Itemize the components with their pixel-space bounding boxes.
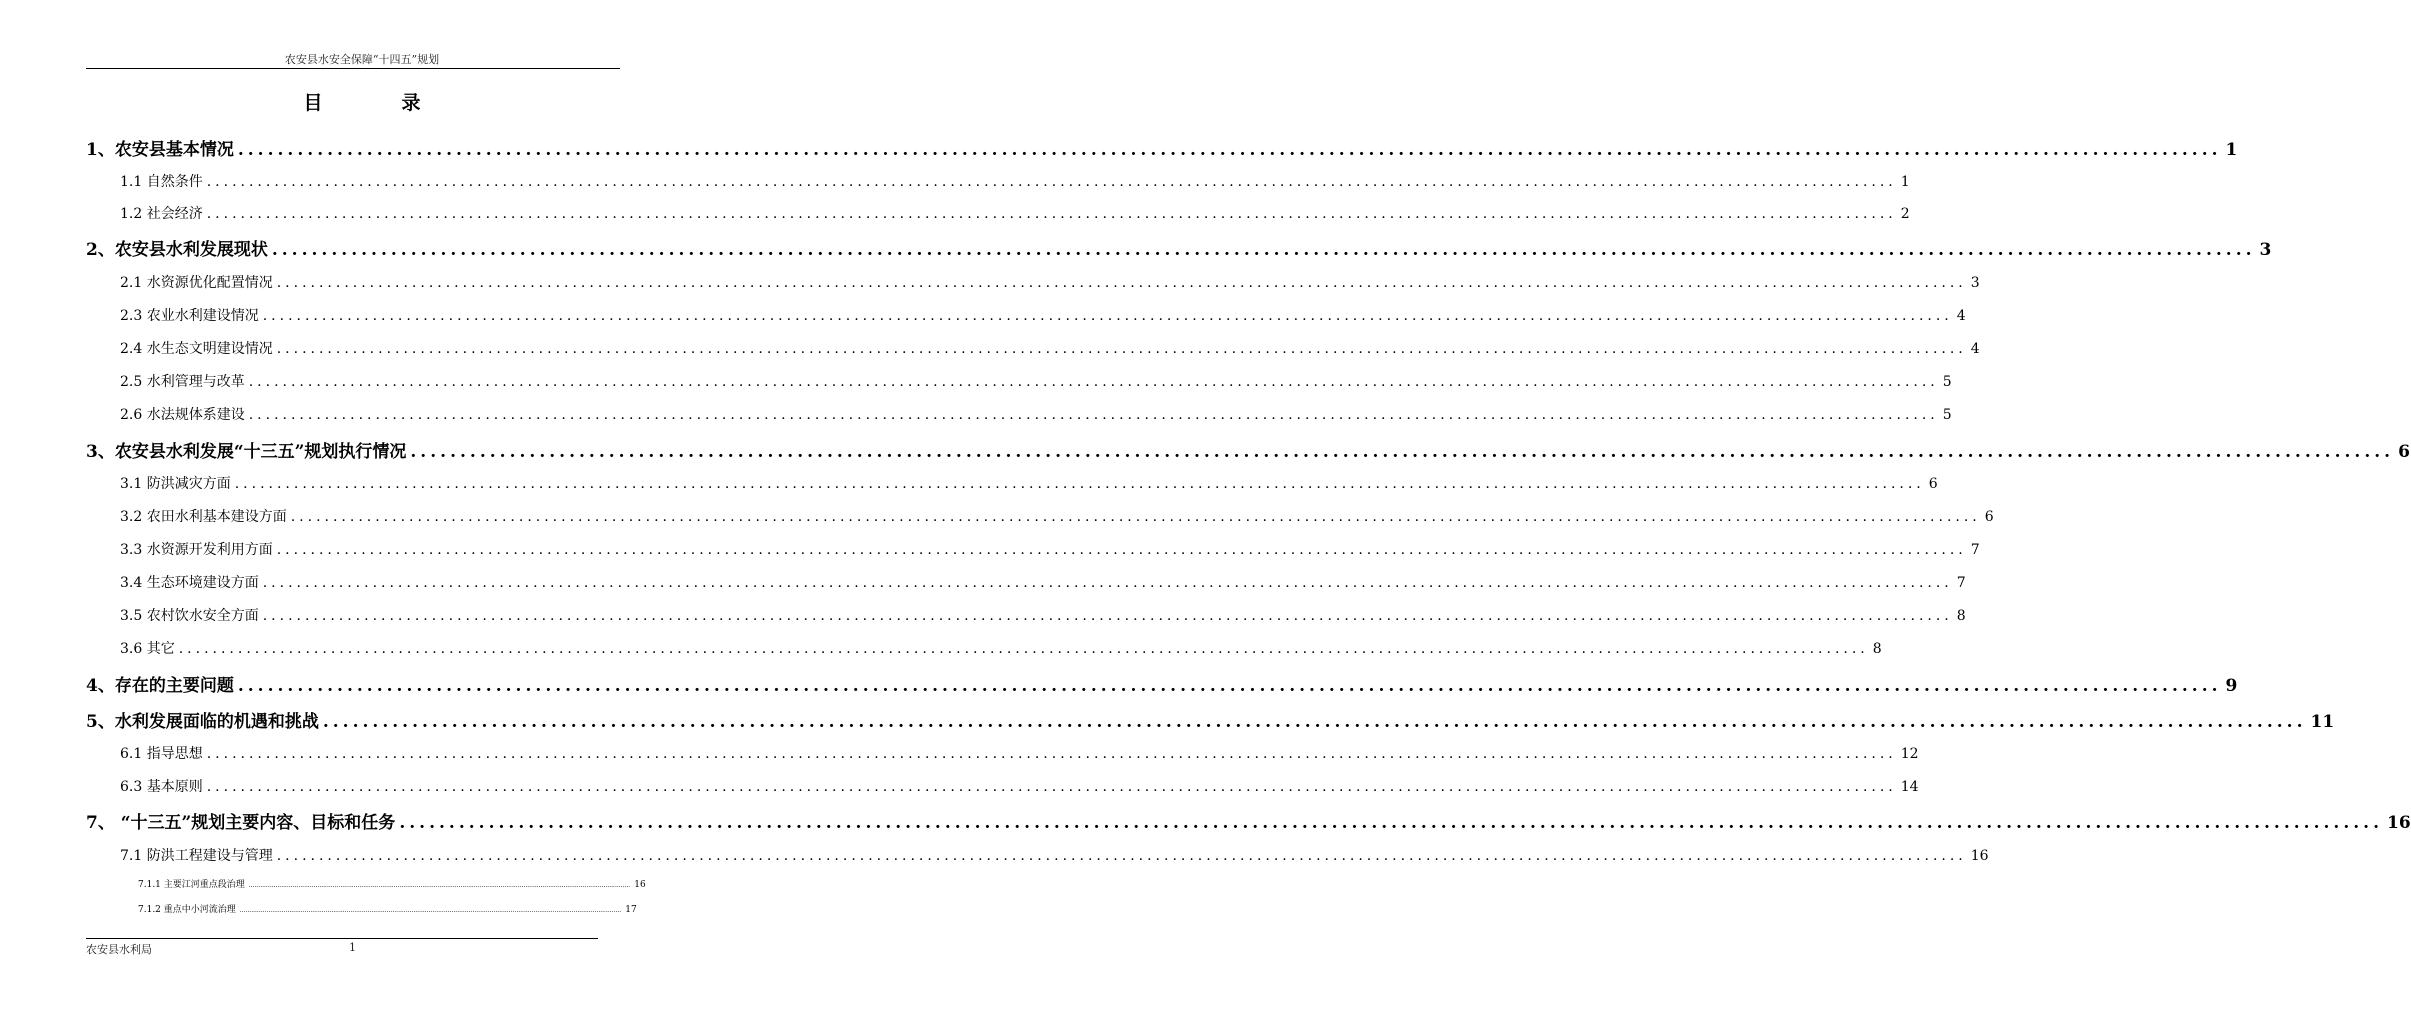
toc-entry-label: 1.2 社会经济 xyxy=(120,206,203,222)
toc-leader-dots: ........................................................................................................................................................................................................ xyxy=(322,712,2307,732)
toc-leader-dots: ........................................................................................................................................................................................................ xyxy=(248,882,631,889)
toc-entry-label: 3、农安县水利发展“十三五”规划执行情况 xyxy=(86,442,407,462)
toc-entry-page: 1 xyxy=(2225,140,2238,160)
toc-title: 目 录 xyxy=(303,92,451,114)
toc-leader-dots: ........................................................................................................................................................................................................ xyxy=(206,206,1897,222)
toc-entry-page: 1 xyxy=(1900,174,1910,190)
toc-entry-label: 2、农安县水利发展现状 xyxy=(86,240,268,260)
toc-leader-dots: ........................................................................................................................................................................................................ xyxy=(248,374,1939,390)
toc-entry-label: 7.1 防洪工程建设与管理 xyxy=(120,848,273,864)
toc-entry-6-1[interactable] xyxy=(120,743,1919,763)
toc-entry-2-3[interactable] xyxy=(120,305,1966,325)
page-header-title: 农安县水安全保障“十四五”规划 xyxy=(284,53,440,66)
toc-leader-dots: ........................................................................................................................................................................................................ xyxy=(276,341,1967,357)
toc-entry-page: 3 xyxy=(2259,240,2272,260)
toc-entry-3-4[interactable] xyxy=(120,572,1966,592)
toc-leader-dots: ........................................................................................................................................................................................................ xyxy=(290,509,1981,525)
toc-leader-dots: ........................................................................................................................................................................................................ xyxy=(239,907,622,914)
toc-entry-page: 7 xyxy=(1956,575,1966,591)
toc-entry-page: 9 xyxy=(2225,676,2238,696)
toc-leader-dots: ........................................................................................................................................................................................................ xyxy=(237,140,2222,160)
toc-entry-3-1[interactable] xyxy=(120,473,1938,493)
toc-entry-2-5[interactable] xyxy=(120,371,1952,391)
header-rule xyxy=(86,68,620,69)
toc-leader-dots: ........................................................................................................................................................................................................ xyxy=(178,641,1869,657)
toc-leader-dots: ........................................................................................................................................................................................................ xyxy=(399,813,2384,833)
toc-entry-page: 4 xyxy=(1956,308,1966,324)
toc-entry-label: 3.1 防洪减灾方面 xyxy=(120,476,231,492)
toc-entry-2[interactable] xyxy=(86,235,2272,260)
toc-leader-dots: ........................................................................................................................................................................................................ xyxy=(206,746,1897,762)
toc-entry-label: 3.6 其它 xyxy=(120,641,175,657)
toc-entry-page: 3 xyxy=(1970,275,1980,291)
toc-entry-label: 3.4 生态环境建设方面 xyxy=(120,575,259,591)
toc-entry-page: 6 xyxy=(1984,509,1994,525)
toc-entry-page: 11 xyxy=(2310,712,2335,732)
toc-leader-dots: ........................................................................................................................................................................................................ xyxy=(206,174,1897,190)
toc-entry-page: 17 xyxy=(625,905,637,915)
toc-entry-7-1-1[interactable] xyxy=(138,877,646,890)
toc-entry-3[interactable] xyxy=(86,437,2410,462)
toc-entry-label: 2.5 水利管理与改革 xyxy=(120,374,245,390)
toc-entry-label: 1、农安县基本情况 xyxy=(86,140,234,160)
toc-leader-dots: ........................................................................................................................................................................................................ xyxy=(206,779,1897,795)
toc-entry-label: 3.5 农村饮水安全方面 xyxy=(120,608,259,624)
toc-entry-label: 6.3 基本原则 xyxy=(120,779,203,795)
toc-entry-page: 8 xyxy=(1956,608,1966,624)
toc-entry-label: 1.1 自然条件 xyxy=(120,174,203,190)
toc-leader-dots: ........................................................................................................................................................................................................ xyxy=(276,275,1967,291)
toc-entry-4[interactable] xyxy=(86,671,2238,696)
toc-entry-5[interactable] xyxy=(86,707,2335,732)
toc-entry-page: 7 xyxy=(1970,542,1980,558)
toc-entry-label: 2.4 水生态文明建设情况 xyxy=(120,341,273,357)
toc-entry-7-1[interactable] xyxy=(120,845,1989,865)
toc-entry-2-6[interactable] xyxy=(120,404,1952,424)
toc-entry-label: 2.1 水资源优化配置情况 xyxy=(120,275,273,291)
toc-entry-1-2[interactable] xyxy=(120,203,1910,223)
toc-entry-page: 5 xyxy=(1942,374,1952,390)
footer-page-number: 1 xyxy=(349,941,356,954)
toc-leader-dots: ........................................................................................................................................................................................................ xyxy=(276,848,1967,864)
toc-entry-3-6[interactable] xyxy=(120,638,1882,658)
toc-entry-label: 7.1.2 重点中小河流治理 xyxy=(138,905,236,915)
toc-entry-1[interactable] xyxy=(86,135,2238,160)
toc-entry-page: 16 xyxy=(634,880,646,890)
toc-leader-dots: ........................................................................................................................................................................................................ xyxy=(271,240,2256,260)
toc-entry-page: 12 xyxy=(1900,746,1919,762)
toc-entry-2-1[interactable] xyxy=(120,272,1980,292)
toc-leader-dots: ........................................................................................................................................................................................................ xyxy=(248,407,1939,423)
toc-entry-7[interactable] xyxy=(86,808,2411,833)
toc-entry-label: 5、水利发展面临的机遇和挑战 xyxy=(86,712,319,732)
toc-leader-dots: ........................................................................................................................................................................................................ xyxy=(237,676,2222,696)
toc-entry-page: 6 xyxy=(1928,476,1938,492)
toc-entry-page: 14 xyxy=(1900,779,1919,795)
toc-entry-label: 2.3 农业水利建设情况 xyxy=(120,308,259,324)
footer-organization: 农安县水利局 xyxy=(86,943,152,956)
toc-leader-dots: ........................................................................................................................................................................................................ xyxy=(234,476,1925,492)
toc-leader-dots: ........................................................................................................................................................................................................ xyxy=(276,542,1967,558)
toc-entry-3-3[interactable] xyxy=(120,539,1980,559)
toc-entry-label: 7.1.1 主要江河重点段治理 xyxy=(138,880,245,890)
toc-leader-dots: ........................................................................................................................................................................................................ xyxy=(262,308,1953,324)
toc-entry-label: 3.3 水资源开发利用方面 xyxy=(120,542,273,558)
toc-entry-page: 8 xyxy=(1872,641,1882,657)
toc-entry-label: 6.1 指导思想 xyxy=(120,746,203,762)
toc-entry-label: 2.6 水法规体系建设 xyxy=(120,407,245,423)
toc-entry-page: 6 xyxy=(2398,442,2410,462)
toc-entry-7-1-2[interactable] xyxy=(138,902,637,915)
footer-rule xyxy=(86,938,598,939)
toc-entry-label: 7、 “十三五”规划主要内容、目标和任务 xyxy=(86,813,396,833)
toc-entry-3-5[interactable] xyxy=(120,605,1966,625)
toc-leader-dots: ........................................................................................................................................................................................................ xyxy=(410,442,2395,462)
toc-entry-6-3[interactable] xyxy=(120,776,1919,796)
toc-entry-2-4[interactable] xyxy=(120,338,1980,358)
toc-entry-3-2[interactable] xyxy=(120,506,1994,526)
toc-entry-page: 5 xyxy=(1942,407,1952,423)
toc-entry-page: 16 xyxy=(1970,848,1989,864)
toc-leader-dots: ........................................................................................................................................................................................................ xyxy=(262,608,1953,624)
toc-entry-page: 16 xyxy=(2387,813,2411,833)
toc-entry-page: 4 xyxy=(1970,341,1980,357)
toc-entry-1-1[interactable] xyxy=(120,171,1910,191)
toc-leader-dots: ........................................................................................................................................................................................................ xyxy=(262,575,1953,591)
toc-entry-page: 2 xyxy=(1900,206,1910,222)
toc-entry-label: 4、存在的主要问题 xyxy=(86,676,234,696)
toc-entry-label: 3.2 农田水利基本建设方面 xyxy=(120,509,287,525)
